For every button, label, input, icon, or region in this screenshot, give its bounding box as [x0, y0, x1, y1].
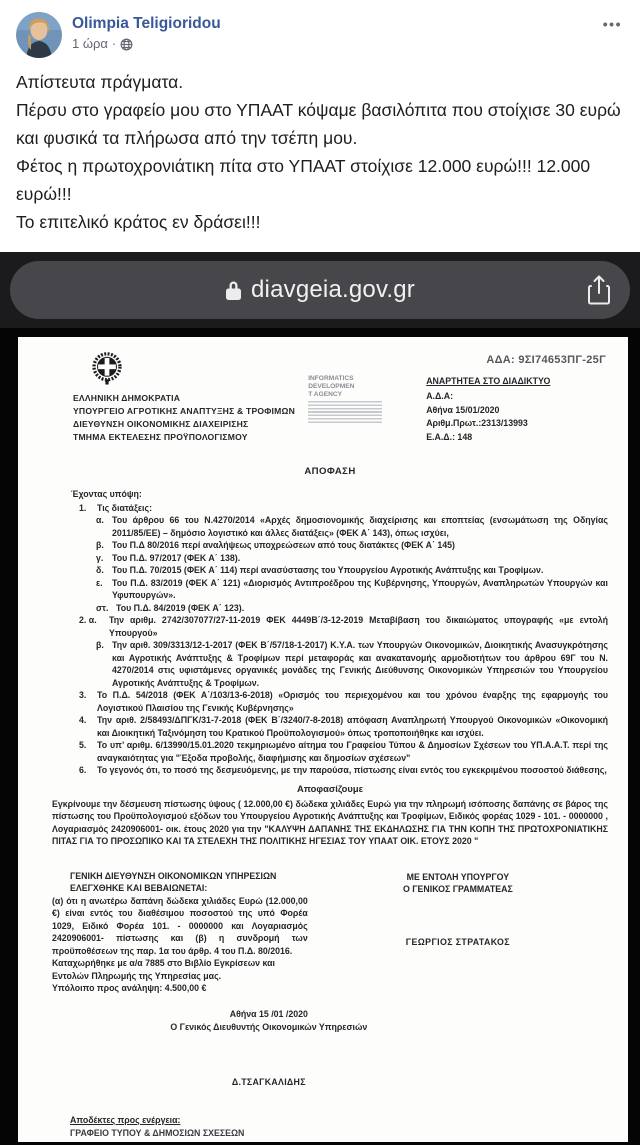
consideration-item: γ. Του Π.Δ. 97/2017 (ΦΕΚ Α΄ 138).: [96, 552, 241, 563]
order-line: Ο ΓΕΝΙΚΟΣ ΓΡΑΜΜΑΤΕΑΣ: [402, 884, 513, 895]
post-paragraph: Πέρσυ στο γραφείο μου στο ΥΠΑΑΤ κόψαμε βασιλόπιτα που στοίχισε 30 ευρώ και φυσικά τα πλήρωσα από την τσέπη μου.: [16, 100, 621, 148]
ministry-line: ΕΛΛΗΝΙΚΗ ΔΗΜΟΚΡΑΤΙΑ: [73, 393, 181, 404]
recipients-block: [70, 1114, 608, 1139]
consideration-item: στ. Του Π.Δ. 84/2019 (ΦΕΚ Α΄ 123).: [96, 602, 245, 613]
recipients-heading: Αποδέκτες προς ενέργεια:: [70, 1115, 181, 1126]
lock-icon: [225, 279, 242, 301]
consideration-item: 6. Το γεγονός ότι, το ποσό της δεσμευόμενης, με την παρούσα, πίστωσης είναι εντός του εγκεκριμένου ποσοστού διάθεσης,: [79, 765, 607, 775]
facebook-post: [0, 0, 640, 252]
share-icon[interactable]: [586, 274, 612, 306]
digital-signature-stamp: [308, 375, 426, 445]
meta-separator: ·: [111, 36, 117, 51]
agency-line: DEVELOPMEN: [308, 382, 355, 390]
post-meta: [72, 35, 221, 53]
more-options-icon[interactable]: •••: [602, 16, 622, 32]
verification-heading: ΓΕΝΙΚΗ ΔΙΕΥΘΥΝΣΗ ΟΙΚΟΝΟΜΙΚΩΝ ΥΠΗΡΕΣΙΩΝ: [70, 870, 277, 881]
greek-emblem-icon: [92, 352, 302, 389]
director-title: Ο Γενικός Διευθυντής Οικονομικών Υπηρεσιών: [170, 1022, 368, 1033]
address-bar[interactable]: [10, 261, 630, 319]
anartitea-label: ΑΝΑΡΤΗΤΕΑ ΣΤΟ ΔΙΑΔΙΚΤΥΟ: [426, 375, 551, 386]
balance-line: Υπόλοιπο προς ανάληψη: 4.500,00 €: [52, 983, 207, 994]
decision-paragraph: Εγκρίνουμε την δέσμευση πίστωσης ύψους ( 12.000,00 €) δώδεκα χιλιάδες Ευρώ για την πληρωμή ισόποσης δαπάνης σε βάρος της πίστωσης του Προϋπολογισμού εξόδων του Υπουργείου Αγροτικής Ανάπτυξης και Τροφίμων, Ειδικός φορέας 1029 - 101. - 0000000 , Λογαριασμός 2420906001- οικ. έτους 2020 για την "ΚΑΛΥΨΗ ΔΑΠΑΝΗΣ ΤΗΣ ΕΚΔΗΛΩΣΗΣ ΓΙΑ ΤΗΝ ΚΟΠΗ ΤΗΣ ΠΡΩΤΟΧΡΟΝΙΑΤΙΚΗΣ ΠΙΤΑΣ ΓΙΑ ΤΟ ΠΡΟΣΩΠΙΚΟ ΚΑΙ ΤΑ ΣΤΕΛΕΧΗ ΤΗΣ ΠΟΛΙΤΙΚΗΣ ΗΓΕΣΙΑΣ ΤΟΥ ΥΠΑΑΤ ΟΙΚ. ΕΤΟΥΣ 2020 ": [52, 798, 608, 847]
order-line: ΜΕ ΕΝΤΟΛΗ ΥΠΟΥΡΓΟΥ: [406, 871, 510, 882]
director-signature-block: [52, 1008, 486, 1088]
consideration-item: ε. Του Π.Δ. 83/2019 (ΦΕΚ Α΄ 121) «Διορισμός Αντιπροέδρου της Κυβέρνησης, Υπουργών, Αναπληρωτών Υπουργών και Υφυπουργών».: [96, 577, 608, 601]
agency-line: INFORMATICS: [308, 374, 354, 382]
consideration-item: α. Του άρθρου 66 του Ν.4270/2014 «Αρχές δημοσιονομικής διαχείρισης και εποπτείας (ενσωμάτωση της Οδηγίας 2011/85/ΕΕ) – δημόσιο λογιστικό και άλλες διατάξεις» (ΦΕΚ Α΄ 143), όπως ισχύει,: [96, 515, 608, 538]
having-regard: Έχοντας υπόψη:: [71, 489, 142, 500]
decision-title: ΑΠΟΦΑΣΗ: [304, 465, 356, 477]
consideration-item: 2. α. Την αριθμ. 2742/307077/27-11-2019 ΦΕΚ 4449Β΄/3-12-2019 Μεταβίβαση του δικαιώματος υπογραφής «με εντολή Υπουργού»: [79, 615, 608, 638]
registration-block: [302, 350, 608, 445]
verification-text: (α) ότι η ανωτέρω δαπάνη δώδεκα χιλιάδες Ευρώ (12.000,00 €) είναι εντός του διαθέσιμου ποσοστού της υπό Φορέα 1029, Ειδικό Φορέα 101. - 0000000 και Λογαριασμός 2420906001- πίστωσης και (β) η συνδρομή των προϋποθέσεων της παρ. 1α του άρθρ. 4 του Π.Δ. 80/2016.: [52, 895, 308, 956]
issuing-authority-block: [52, 350, 302, 445]
avatar-photo: [16, 12, 62, 58]
order-of-minister-block: [308, 870, 608, 995]
url-text: diavgeia.gov.gr: [251, 276, 415, 303]
consideration-item: δ. Του Π.Δ. 70/2015 (ΦΕΚ Α΄ 114) περί ανασύστασης του Υπουργείου Αγροτικής Ανάπτυξης και Τροφίμων.: [96, 565, 544, 576]
ledger-line: Καταχωρήθηκε με α/α 7885 στο Βιβλίο Εγκρίσεων και Εντολών Πληρωμής της Υπηρεσίας μας.: [52, 958, 275, 981]
post-text: [0, 58, 640, 246]
consideration-item: 5. Το υπ’ αριθμ. 6/13990/15.01.2020 τεκμηριωμένο αίτημα του Γραφείου Τύπου & Δημοσίων Σχέσεων του ΥΠ.Α.Α.Τ. περί της αναγκαιότητας για "Έξοδα προβολής, διαφήμισης και δημοσίων σχέσεων": [79, 740, 608, 763]
doc-date: Αθήνα 15/01/2020: [426, 404, 500, 415]
protocol-block: [426, 375, 608, 445]
footer-date: Αθήνα 15 /01 /2020: [229, 1008, 308, 1019]
post-header: [0, 12, 640, 58]
ministry-line: ΤΜΗΜΑ ΕΚΤΕΛΕΣΗΣ ΠΡΟΫΠΟΛΟΓΙΣΜΟΥ: [73, 432, 248, 443]
ada-code: ΑΔΑ: 9ΣΙ74653ΠΓ-25Γ: [486, 354, 606, 366]
consideration-item: β. Την αριθ. 309/3313/12-1-2017 (ΦΕΚ Β΄/57/18-1-2017) Κ.Υ.Α. των Υπουργών Οικονομικών, Διοικητικής Ανασυγκρότησης και Αγροτικής Ανάπτυξης & Τροφίμων περί μεταφοράς και ανακατανομής αρμοδιοτήτων του άρθρου 69Γ του Ν. 4270/2014 στις υφιστάμενες οργανικές μονάδες της Γενικής Διεύθυνσης Οικονομικών Υπηρεσιών του Υπουργείου Αγροτικής Ανάπτυξης & Τροφίμων.: [96, 640, 608, 688]
post-header-text: [72, 12, 221, 53]
secretary-name: ΓΕΩΡΓΙΟΣ ΣΤΡΑΤΑΚΟΣ: [405, 936, 510, 947]
ministry-line: ΔΙΕΥΘΥΝΣΗ ΟΙΚΟΝΟΜΙΚΗΣ ΔΙΑΧΕΙΡΙΣΗΣ: [73, 419, 249, 430]
document-viewport[interactable]: [0, 328, 640, 1145]
privacy-globe-icon: [120, 38, 133, 51]
post-paragraph: Φέτος η πρωτοχρονιάτικη πίτα στο ΥΠΑΑΤ στοίχισε 12.000 ευρώ!!! 12.000 ευρώ!!!: [16, 156, 591, 204]
post-paragraph: Το επιτελικό κράτος εν δράσει!!!: [16, 212, 261, 232]
ministry-line: ΥΠΟΥΡΓΕΙΟ ΑΓΡΟΤΙΚΗΣ ΑΝΑΠΤΥΞΗΣ & ΤΡΟΦΙΜΩΝ: [73, 406, 295, 417]
decide-heading: Αποφασίζουμε: [296, 783, 364, 795]
author-link[interactable]: Olimpia Teligioridou: [72, 15, 221, 32]
agency-line: T AGENCY: [308, 391, 343, 399]
timestamp[interactable]: 1 ώρα: [72, 36, 108, 51]
protocol-number: Αριθμ.Πρωτ.:2313/13993: [426, 418, 528, 429]
ead-number: Ε.Α.Δ.: 148: [426, 432, 473, 443]
post-paragraph: Απίστευτα πράγματα.: [16, 72, 184, 92]
document-header: [52, 350, 608, 445]
consideration-item: β. Του Π.Δ 80/2016 περί αναλήψεως υποχρεώσεων από τους διατάκτες (ΦΕΚ Α΄ 145): [96, 540, 455, 551]
browser-chrome: [0, 252, 640, 328]
avatar[interactable]: [16, 12, 62, 58]
ada-label: Α.Δ.Α:: [426, 391, 454, 402]
signature-fineprint: [308, 401, 382, 425]
signature-columns: [52, 870, 608, 995]
director-name: Δ.ΤΣΑΓΚΑΛΙΔΗΣ: [231, 1076, 306, 1087]
verification-heading: ΕΛΕΓΧΘΗΚΕ ΚΑΙ ΒΕΒΑΙΩΝΕΤΑΙ:: [70, 883, 208, 894]
document-page: [18, 337, 628, 1142]
consideration-item: 1. Τις διατάξεις:: [79, 502, 152, 513]
verification-block: [52, 870, 308, 995]
consideration-item: 3. Το Π.Δ. 54/2018 (ΦΕΚ Α΄/103/13-6-2018) «Ορισμός του περιεχομένου και του χρόνου έναρξης της εφαρμογής του Λογιστικού Πλαισίου της Γενικής Κυβέρνησης»: [79, 690, 608, 713]
consideration-item: 4. Την αριθ. 2/58493/ΔΠΓΚ/31-7-2018 (ΦΕΚ Β΄/3240/7-8-2018) απόφαση Αναπληρωτή Υπουργού Οικονομικών «Οικονομική και Διοικητική Ταξινόμηση του Κρατικού Προϋπολογισμού» όπως τροποποιήθηκε και ισχύει.: [79, 715, 608, 738]
recipients-value: ΓΡΑΦΕΙΟ ΤΥΠΟΥ & ΔΗΜΟΣΙΩΝ ΣΧΕΣΕΩΝ: [70, 1127, 245, 1138]
